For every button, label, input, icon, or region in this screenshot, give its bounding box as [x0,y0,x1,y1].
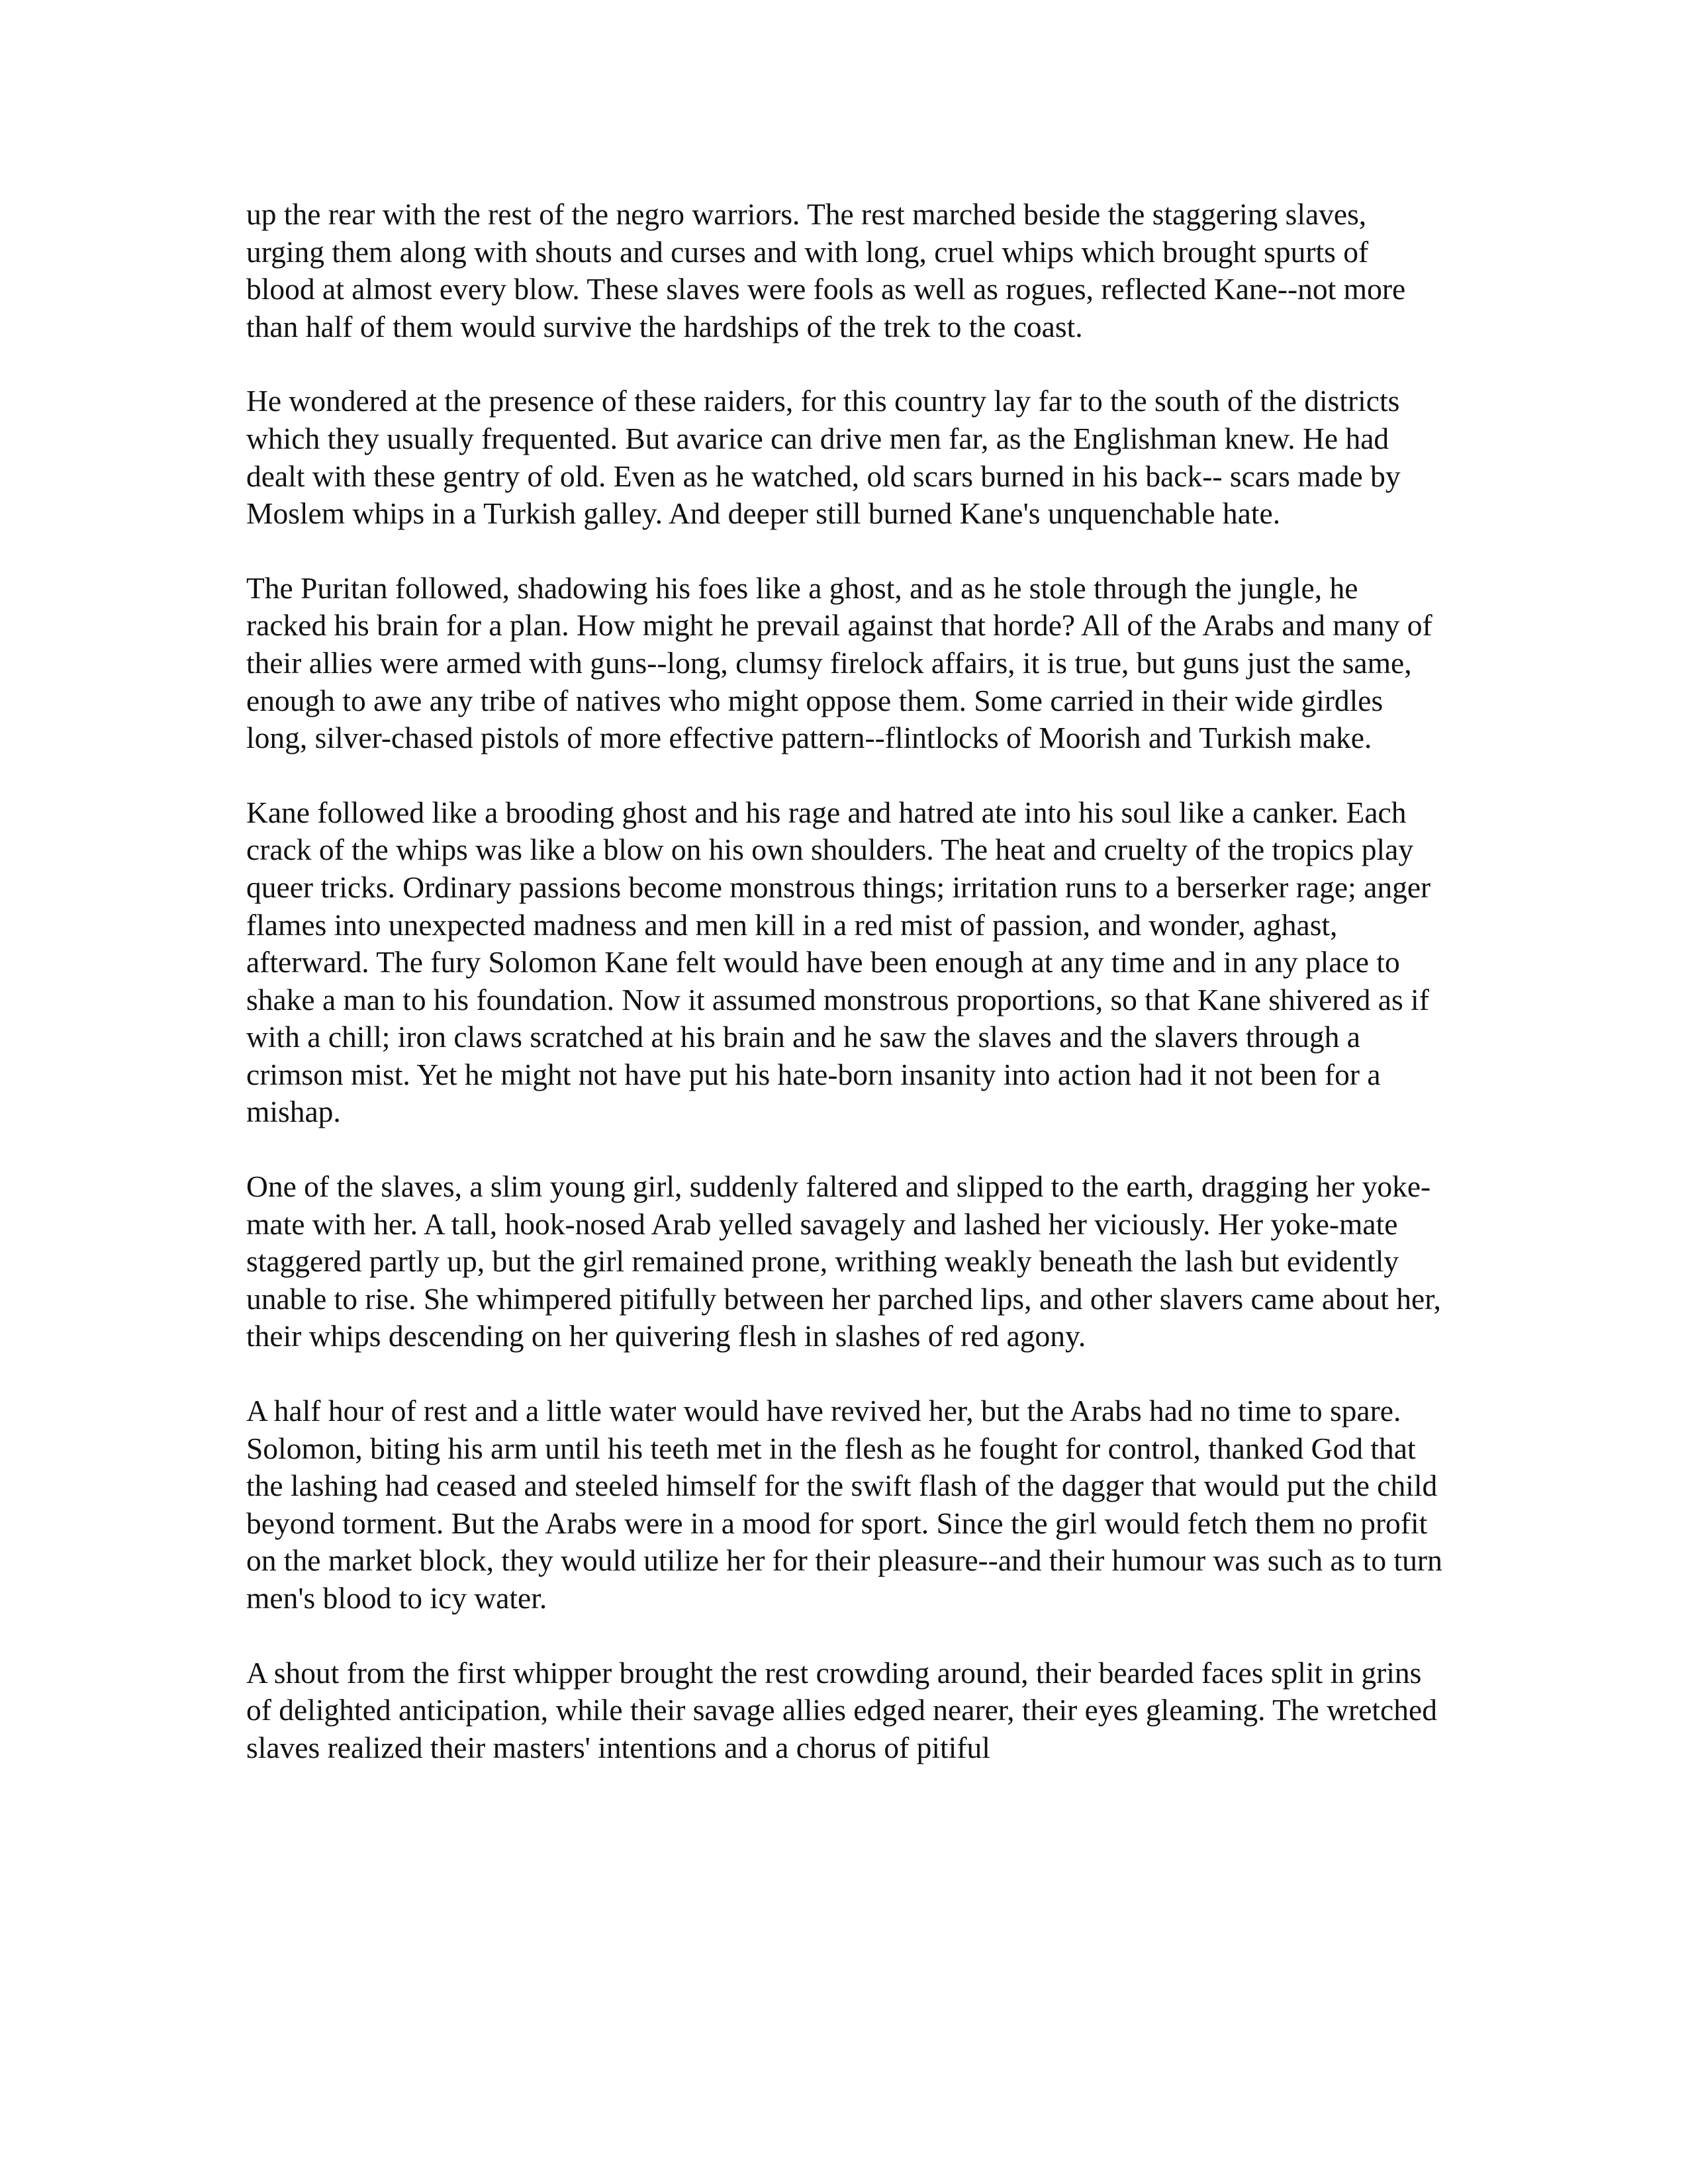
paragraph-2: He wondered at the presence of these raiders, for this country lay far to the south of the districts which they usually frequented. But avarice can drive men far, as the Englishman knew. He had dealt with these gentry of old. Even as he watched, old scars burned in his back-- scars made by Moslem whips in a Turkish galley. And deeper still burned Kane's unquenchable hate. [246,384,1401,531]
paragraph-7: A shout from the first whipper brought the rest crowding around, their bearded faces split in grins of delighted anticipation, while their savage allies edged nearer, their eyes gleaming. The wretched slaves realized their masters' intentions and a chorus of pitiful [246,1655,1437,1764]
paragraph-6: A half hour of rest and a little water would have revived her, but the Arabs had no time to spare. Solomon, biting his arm until his teeth met in the flesh as he fought for control, thanked God that the lashing had ceased and steeled himself for the swift flash of the dagger that would put the child beyond torment. But the Arabs were in a mood for sport. Since the girl would fetch them no profit on the market block, they would utilize her for their pleasure--and their humour was such as to turn men's blood to icy water. [246,1394,1442,1615]
paragraph-5: One of the slaves, a slim young girl, suddenly faltered and slipped to the earth, dragging her yoke-mate with her. A tall, hook-nosed Arab yelled savagely and lashed her viciously. Her yoke-mate staggered partly up, but the girl remained prone, writhing weakly beneath the lash but evidently unable to rise. She whimpered pitifully between her parched lips, and other slavers came about her, their whips descending on her quivering flesh in slashes of red agony. [246,1169,1441,1353]
paragraph-1: up the rear with the rest of the negro warriors. The rest marched beside the staggering slaves, urging them along with shouts and curses and with long, cruel whips which brought spurts of blood at almost every blow. These slaves were fools as well as rogues, reflected Kane--not more than half of them would survive the hardships of the trek to the coast. [246,197,1406,343]
body-text [246,196,1444,1803]
paragraph-3: The Puritan followed, shadowing his foes like a ghost, and as he stole through the jungle, he racked his brain for a plan. How might he prevail against that horde? All of the Arabs and many of their allies were armed with guns--long, clumsy firelock affairs, it is true, but guns just the same, enough to awe any tribe of natives who might oppose them. Some carried in their wide girdles long, silver-chased pistols of more effective pattern--flintlocks of Moorish and Turkish make. [246,570,1432,755]
paragraph-4: Kane followed like a brooding ghost and his rage and hatred ate into his soul like a canker. Each crack of the whips was like a blow on his own shoulders. The heat and cruelty of the tropics play queer tricks. Ordinary passions become monstrous things; irritation runs to a berserker rage; anger flames into unexpected madness and men kill in a red mist of passion, and wonder, aghast, afterward. The fury Solomon Kane felt would have been enough at any time and in any place to shake a man to his foundation. Now it assumed monstrous proportions, so that Kane shivered as if with a chill; iron claws scratched at his brain and he saw the slaves and the slavers through a crimson mist. Yet he might not have put his hate-born insanity into action had it not been for a mishap. [246,795,1431,1129]
